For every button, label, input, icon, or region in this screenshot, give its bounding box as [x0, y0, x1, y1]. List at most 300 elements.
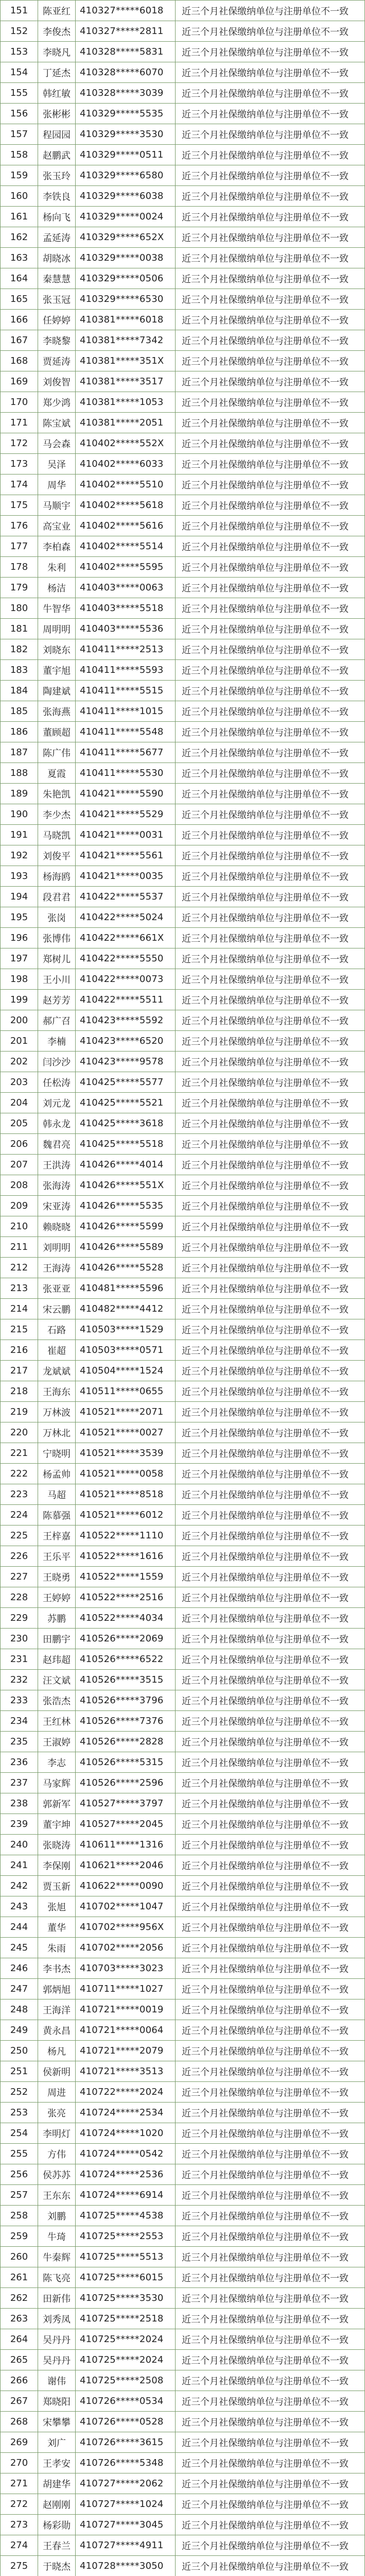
- remark-cell: 近三个月社保缴纳单位与注册单位不一致: [176, 2164, 365, 2185]
- remark-cell: 近三个月社保缴纳单位与注册单位不一致: [176, 763, 365, 784]
- table-row: [1, 1134, 365, 1155]
- remark-cell: 近三个月社保缴纳单位与注册单位不一致: [176, 268, 365, 289]
- row-number-cell: 261: [1, 2267, 38, 2288]
- person-name-cell: 刘鹏: [38, 2206, 76, 2226]
- remark-cell: 近三个月社保缴纳单位与注册单位不一致: [176, 2082, 365, 2103]
- id-number-cell: 410381*****7342: [76, 330, 176, 351]
- remark-cell: 近三个月社保缴纳单位与注册单位不一致: [176, 557, 365, 578]
- person-name-cell: 石路: [38, 1319, 76, 1340]
- person-name-cell: 程园园: [38, 124, 76, 145]
- table-row: [1, 42, 365, 62]
- remark-cell: 近三个月社保缴纳单位与注册单位不一致: [176, 1793, 365, 1814]
- remark-cell: 近三个月社保缴纳单位与注册单位不一致: [176, 536, 365, 557]
- remark-cell: 近三个月社保缴纳单位与注册单位不一致: [176, 1299, 365, 1319]
- row-number-cell: 223: [1, 1484, 38, 1505]
- remark-cell: 近三个月社保缴纳单位与注册单位不一致: [176, 1649, 365, 1670]
- table-row: [1, 1216, 365, 1237]
- person-name-cell: 万林波: [38, 1402, 76, 1422]
- remark-cell: 近三个月社保缴纳单位与注册单位不一致: [176, 1917, 365, 1938]
- person-name-cell: 李志: [38, 1752, 76, 1773]
- remark-cell: 近三个月社保缴纳单位与注册单位不一致: [176, 2515, 365, 2535]
- person-name-cell: 张海燕: [38, 701, 76, 722]
- row-number-cell: 268: [1, 2412, 38, 2432]
- person-name-cell: 赵芳芳: [38, 990, 76, 1010]
- person-name-cell: 刘秀凤: [38, 2309, 76, 2329]
- person-name-cell: 李书杰: [38, 1958, 76, 1979]
- table-row: [1, 2535, 365, 2556]
- row-number-cell: 202: [1, 1052, 38, 1072]
- remark-cell: 近三个月社保缴纳单位与注册单位不一致: [176, 1484, 365, 1505]
- person-name-cell: 王洪涛: [38, 1155, 76, 1175]
- person-name-cell: 牛智华: [38, 598, 76, 619]
- row-number-cell: 256: [1, 2164, 38, 2185]
- id-number-cell: 410422*****5537: [76, 887, 176, 907]
- table-row: [1, 907, 365, 928]
- person-name-cell: 赵刚刚: [38, 2494, 76, 2515]
- person-name-cell: 王海洋: [38, 1999, 76, 2020]
- remark-cell: 近三个月社保缴纳单位与注册单位不一致: [176, 1072, 365, 1093]
- remark-cell: 近三个月社保缴纳单位与注册单位不一致: [176, 1526, 365, 1546]
- remark-cell: 近三个月社保缴纳单位与注册单位不一致: [176, 1052, 365, 1072]
- table-row: [1, 1505, 365, 1526]
- row-number-cell: 172: [1, 433, 38, 454]
- id-number-cell: 410411*****5548: [76, 722, 176, 742]
- remark-cell: 近三个月社保缴纳单位与注册单位不一致: [176, 2061, 365, 2082]
- remark-cell: 近三个月社保缴纳单位与注册单位不一致: [176, 619, 365, 639]
- table-row: [1, 2329, 365, 2350]
- row-number-cell: 224: [1, 1505, 38, 1526]
- remark-cell: 近三个月社保缴纳单位与注册单位不一致: [176, 1010, 365, 1031]
- remark-cell: 近三个月社保缴纳单位与注册单位不一致: [176, 145, 365, 165]
- table-row: [1, 928, 365, 948]
- table-row: [1, 1670, 365, 1690]
- remark-cell: 近三个月社保缴纳单位与注册单位不一致: [176, 1361, 365, 1381]
- person-name-cell: 胡晓冰: [38, 248, 76, 268]
- remark-cell: 近三个月社保缴纳单位与注册单位不一致: [176, 907, 365, 928]
- remark-cell: 近三个月社保缴纳单位与注册单位不一致: [176, 2041, 365, 2061]
- person-name-cell: 贾玉新: [38, 1876, 76, 1896]
- id-number-cell: 410421*****0035: [76, 866, 176, 887]
- id-number-cell: 410521*****8518: [76, 1484, 176, 1505]
- row-number-cell: 220: [1, 1422, 38, 1443]
- remark-cell: 近三个月社保缴纳单位与注册单位不一致: [176, 330, 365, 351]
- table-row: [1, 1793, 365, 1814]
- person-name-cell: 苏鹏: [38, 1608, 76, 1629]
- id-number-cell: 410526*****5315: [76, 1752, 176, 1773]
- remark-cell: 近三个月社保缴纳单位与注册单位不一致: [176, 660, 365, 681]
- remark-cell: 近三个月社保缴纳单位与注册单位不一致: [176, 2329, 365, 2350]
- id-number-cell: 410426*****551X: [76, 1175, 176, 1196]
- person-name-cell: 龙斌斌: [38, 1361, 76, 1381]
- person-name-cell: 周进: [38, 2082, 76, 2103]
- table-row: [1, 1938, 365, 1958]
- remark-cell: 近三个月社保缴纳单位与注册单位不一致: [176, 227, 365, 248]
- id-number-cell: 410403*****0063: [76, 578, 176, 598]
- person-name-cell: 朱艳凯: [38, 784, 76, 804]
- person-name-cell: 宁晓明: [38, 1443, 76, 1464]
- id-number-cell: 410329*****6530: [76, 289, 176, 310]
- remark-cell: 近三个月社保缴纳单位与注册单位不一致: [176, 289, 365, 310]
- remark-cell: 近三个月社保缴纳单位与注册单位不一致: [176, 1814, 365, 1835]
- row-number-cell: 241: [1, 1855, 38, 1876]
- person-name-cell: 张海涛: [38, 1175, 76, 1196]
- id-number-cell: 410728*****3050: [76, 2556, 176, 2576]
- id-number-cell: 410402*****552X: [76, 433, 176, 454]
- person-name-cell: 侯苏苏: [38, 2164, 76, 2185]
- remark-cell: 近三个月社保缴纳单位与注册单位不一致: [176, 2453, 365, 2473]
- remark-cell: 近三个月社保缴纳单位与注册单位不一致: [176, 990, 365, 1010]
- id-number-cell: 410522*****1616: [76, 1546, 176, 1567]
- remark-cell: 近三个月社保缴纳单位与注册单位不一致: [176, 495, 365, 516]
- remark-cell: 近三个月社保缴纳单位与注册单位不一致: [176, 1608, 365, 1629]
- person-name-cell: 宋亚涛: [38, 1196, 76, 1216]
- row-number-cell: 270: [1, 2453, 38, 2473]
- row-number-cell: 184: [1, 681, 38, 701]
- row-number-cell: 258: [1, 2206, 38, 2226]
- row-number-cell: 236: [1, 1752, 38, 1773]
- id-number-cell: 410726*****5348: [76, 2453, 176, 2473]
- row-number-cell: 199: [1, 990, 38, 1010]
- id-number-cell: 410527*****2045: [76, 1814, 176, 1835]
- person-name-cell: 高宝业: [38, 516, 76, 536]
- remark-cell: 近三个月社保缴纳单位与注册单位不一致: [176, 887, 365, 907]
- row-number-cell: 216: [1, 1340, 38, 1361]
- table-row: [1, 990, 365, 1010]
- table-row: [1, 1258, 365, 1278]
- remark-cell: 近三个月社保缴纳单位与注册单位不一致: [176, 1278, 365, 1299]
- remark-cell: 近三个月社保缴纳单位与注册单位不一致: [176, 371, 365, 392]
- table-row: [1, 1835, 365, 1855]
- id-number-cell: 410426*****4014: [76, 1155, 176, 1175]
- table-row: [1, 1587, 365, 1608]
- id-number-cell: 410381*****6018: [76, 310, 176, 330]
- row-number-cell: 267: [1, 2391, 38, 2412]
- person-name-cell: 赖晓晓: [38, 1216, 76, 1237]
- remark-cell: 近三个月社保缴纳单位与注册单位不一致: [176, 2020, 365, 2041]
- row-number-cell: 159: [1, 165, 38, 186]
- person-name-cell: 万林北: [38, 1422, 76, 1443]
- person-name-cell: 陈飞亮: [38, 2267, 76, 2288]
- remark-cell: 近三个月社保缴纳单位与注册单位不一致: [176, 42, 365, 62]
- row-number-cell: 192: [1, 845, 38, 866]
- remark-cell: 近三个月社保缴纳单位与注册单位不一致: [176, 104, 365, 124]
- person-name-cell: 杨彩勋: [38, 2515, 76, 2535]
- table-row: [1, 413, 365, 433]
- remark-cell: 近三个月社保缴纳单位与注册单位不一致: [176, 2206, 365, 2226]
- table-row: [1, 516, 365, 536]
- row-number-cell: 238: [1, 1793, 38, 1814]
- person-name-cell: 韩永龙: [38, 1113, 76, 1134]
- id-number-cell: 410521*****6012: [76, 1505, 176, 1526]
- person-name-cell: 杨向飞: [38, 207, 76, 227]
- table-row: [1, 1340, 365, 1361]
- row-number-cell: 219: [1, 1402, 38, 1422]
- person-name-cell: 马顺宇: [38, 495, 76, 516]
- id-number-cell: 410526*****2069: [76, 1629, 176, 1649]
- id-number-cell: 410725*****2508: [76, 2370, 176, 2391]
- row-number-cell: 187: [1, 742, 38, 763]
- table-row: [1, 1072, 365, 1093]
- table-row: [1, 392, 365, 413]
- remark-cell: 近三个月社保缴纳单位与注册单位不一致: [176, 1732, 365, 1752]
- table-row: [1, 1402, 365, 1422]
- remark-cell: 近三个月社保缴纳单位与注册单位不一致: [176, 639, 365, 660]
- person-name-cell: 侯新明: [38, 2061, 76, 2082]
- table-row: [1, 1876, 365, 1896]
- id-number-cell: 410725*****2553: [76, 2226, 176, 2247]
- row-number-cell: 185: [1, 701, 38, 722]
- row-number-cell: 228: [1, 1587, 38, 1608]
- id-number-cell: 410703*****3023: [76, 1958, 176, 1979]
- table-row: [1, 557, 365, 578]
- table-row: [1, 1917, 365, 1938]
- person-name-cell: 王婷婷: [38, 1587, 76, 1608]
- table-row: [1, 474, 365, 495]
- row-number-cell: 248: [1, 1999, 38, 2020]
- row-number-cell: 259: [1, 2226, 38, 2247]
- table-row: [1, 1608, 365, 1629]
- id-number-cell: 410725*****5513: [76, 2247, 176, 2267]
- row-number-cell: 186: [1, 722, 38, 742]
- table-row: [1, 1031, 365, 1052]
- id-number-cell: 410522*****2516: [76, 1587, 176, 1608]
- person-name-cell: 田新伟: [38, 2288, 76, 2309]
- table-row: [1, 1093, 365, 1113]
- table-row: [1, 742, 365, 763]
- id-number-cell: 410411*****5530: [76, 763, 176, 784]
- person-name-cell: 李晓凡: [38, 42, 76, 62]
- row-number-cell: 154: [1, 62, 38, 83]
- id-number-cell: 410511*****0655: [76, 1381, 176, 1402]
- remark-cell: 近三个月社保缴纳单位与注册单位不一致: [176, 474, 365, 495]
- table-row: [1, 227, 365, 248]
- person-name-cell: 宋云鹏: [38, 1299, 76, 1319]
- person-name-cell: 陶建斌: [38, 681, 76, 701]
- row-number-cell: 269: [1, 2432, 38, 2453]
- remark-cell: 近三个月社保缴纳单位与注册单位不一致: [176, 1443, 365, 1464]
- person-name-cell: 王红林: [38, 1711, 76, 1732]
- row-number-cell: 262: [1, 2288, 38, 2309]
- id-number-cell: 410725*****6015: [76, 2267, 176, 2288]
- person-name-cell: 段君君: [38, 887, 76, 907]
- table-row: [1, 2164, 365, 2185]
- row-number-cell: 178: [1, 557, 38, 578]
- remark-cell: 近三个月社保缴纳单位与注册单位不一致: [176, 1031, 365, 1052]
- remark-cell: 近三个月社保缴纳单位与注册单位不一致: [176, 2185, 365, 2206]
- table-row: [1, 2206, 365, 2226]
- remark-cell: 近三个月社保缴纳单位与注册单位不一致: [176, 578, 365, 598]
- row-number-cell: 165: [1, 289, 38, 310]
- table-row: [1, 845, 365, 866]
- row-number-cell: 226: [1, 1546, 38, 1567]
- table-row: [1, 351, 365, 371]
- table-row: [1, 2020, 365, 2041]
- table-row: [1, 454, 365, 474]
- person-name-cell: 马会森: [38, 433, 76, 454]
- person-name-cell: 夏霞: [38, 763, 76, 784]
- remark-cell: 近三个月社保缴纳单位与注册单位不一致: [176, 83, 365, 104]
- id-number-cell: 410725*****2024: [76, 2329, 176, 2350]
- remark-cell: 近三个月社保缴纳单位与注册单位不一致: [176, 21, 365, 42]
- person-name-cell: 宋攀攀: [38, 2412, 76, 2432]
- remark-cell: 近三个月社保缴纳单位与注册单位不一致: [176, 1155, 365, 1175]
- id-number-cell: 410521*****3539: [76, 1443, 176, 1464]
- id-number-cell: 410482*****4412: [76, 1299, 176, 1319]
- person-name-cell: 王淑婷: [38, 1732, 76, 1752]
- row-number-cell: 213: [1, 1278, 38, 1299]
- remark-cell: 近三个月社保缴纳单位与注册单位不一致: [176, 62, 365, 83]
- person-name-cell: 张亚亚: [38, 1278, 76, 1299]
- remark-cell: 近三个月社保缴纳单位与注册单位不一致: [176, 1855, 365, 1876]
- table-row: [1, 2391, 365, 2412]
- row-number-cell: 263: [1, 2309, 38, 2329]
- row-number-cell: 274: [1, 2535, 38, 2556]
- remark-cell: 近三个月社保缴纳单位与注册单位不一致: [176, 2391, 365, 2412]
- table-row: [1, 1773, 365, 1793]
- row-number-cell: 214: [1, 1299, 38, 1319]
- person-name-cell: 郭炳旭: [38, 1979, 76, 1999]
- person-name-cell: 李保刚: [38, 1855, 76, 1876]
- id-number-cell: 410727*****3045: [76, 2515, 176, 2535]
- record-table-body: [1, 1, 365, 2576]
- remark-cell: 近三个月社保缴纳单位与注册单位不一致: [176, 2267, 365, 2288]
- id-number-cell: 410611*****1316: [76, 1835, 176, 1855]
- id-number-cell: 410381*****2051: [76, 413, 176, 433]
- table-row: [1, 1319, 365, 1340]
- person-name-cell: 赵鹏武: [38, 145, 76, 165]
- id-number-cell: 410426*****5599: [76, 1216, 176, 1237]
- id-number-cell: 410721*****3513: [76, 2061, 176, 2082]
- table-row: [1, 2103, 365, 2123]
- remark-cell: 近三个月社保缴纳单位与注册单位不一致: [176, 1835, 365, 1855]
- id-number-cell: 410422*****661X: [76, 928, 176, 948]
- row-number-cell: 205: [1, 1113, 38, 1134]
- person-name-cell: 陈亚红: [38, 1, 76, 21]
- row-number-cell: 183: [1, 660, 38, 681]
- row-number-cell: 253: [1, 2103, 38, 2123]
- table-row: [1, 2185, 365, 2206]
- row-number-cell: 242: [1, 1876, 38, 1896]
- person-name-cell: 王海东: [38, 1381, 76, 1402]
- remark-cell: 近三个月社保缴纳单位与注册单位不一致: [176, 2412, 365, 2432]
- remark-cell: 近三个月社保缴纳单位与注册单位不一致: [176, 2556, 365, 2576]
- remark-cell: 近三个月社保缴纳单位与注册单位不一致: [176, 1958, 365, 1979]
- id-number-cell: 410503*****0571: [76, 1340, 176, 1361]
- id-number-cell: 410503*****1529: [76, 1319, 176, 1340]
- id-number-cell: 410526*****3515: [76, 1670, 176, 1690]
- table-row: [1, 804, 365, 825]
- id-number-cell: 410426*****5589: [76, 1237, 176, 1258]
- table-row: [1, 2494, 365, 2515]
- row-number-cell: 275: [1, 2556, 38, 2576]
- row-number-cell: 252: [1, 2082, 38, 2103]
- id-number-cell: 410725*****2518: [76, 2309, 176, 2329]
- row-number-cell: 180: [1, 598, 38, 619]
- remark-cell: 近三个月社保缴纳单位与注册单位不一致: [176, 866, 365, 887]
- table-row: [1, 598, 365, 619]
- table-row: [1, 165, 365, 186]
- remark-cell: 近三个月社保缴纳单位与注册单位不一致: [176, 1690, 365, 1711]
- id-number-cell: 410421*****5529: [76, 804, 176, 825]
- remark-cell: 近三个月社保缴纳单位与注册单位不一致: [176, 1505, 365, 1526]
- id-number-cell: 410726*****0534: [76, 2391, 176, 2412]
- id-number-cell: 410421*****5590: [76, 784, 176, 804]
- id-number-cell: 410721*****2079: [76, 2041, 176, 2061]
- row-number-cell: 191: [1, 825, 38, 845]
- table-row: [1, 2350, 365, 2370]
- person-name-cell: 张博伟: [38, 928, 76, 948]
- table-row: [1, 2247, 365, 2267]
- person-name-cell: 张彬彬: [38, 104, 76, 124]
- id-number-cell: 410329*****652X: [76, 227, 176, 248]
- person-name-cell: 孟延涛: [38, 227, 76, 248]
- person-name-cell: 李俊杰: [38, 21, 76, 42]
- row-number-cell: 271: [1, 2473, 38, 2494]
- id-number-cell: 410622*****0090: [76, 1876, 176, 1896]
- table-row: [1, 104, 365, 124]
- remark-cell: 近三个月社保缴纳单位与注册单位不一致: [176, 516, 365, 536]
- id-number-cell: 410327*****6018: [76, 1, 176, 21]
- table-row: [1, 660, 365, 681]
- row-number-cell: 225: [1, 1526, 38, 1546]
- person-name-cell: 陈广伟: [38, 742, 76, 763]
- row-number-cell: 227: [1, 1567, 38, 1587]
- row-number-cell: 245: [1, 1938, 38, 1958]
- id-number-cell: 410402*****6033: [76, 454, 176, 474]
- remark-cell: 近三个月社保缴纳单位与注册单位不一致: [176, 2473, 365, 2494]
- id-number-cell: 410328*****3039: [76, 83, 176, 104]
- table-row: [1, 1464, 365, 1484]
- id-number-cell: 410724*****1020: [76, 2123, 176, 2144]
- table-row: [1, 536, 365, 557]
- table-row: [1, 2288, 365, 2309]
- id-number-cell: 410722*****2024: [76, 2082, 176, 2103]
- id-number-cell: 410724*****2536: [76, 2164, 176, 2185]
- table-row: [1, 1979, 365, 1999]
- row-number-cell: 153: [1, 42, 38, 62]
- row-number-cell: 250: [1, 2041, 38, 2061]
- table-row: [1, 1443, 365, 1464]
- row-number-cell: 197: [1, 948, 38, 969]
- person-name-cell: 张旭: [38, 1896, 76, 1917]
- person-name-cell: 马晓凯: [38, 825, 76, 845]
- remark-cell: 近三个月社保缴纳单位与注册单位不一致: [176, 1711, 365, 1732]
- row-number-cell: 247: [1, 1979, 38, 1999]
- person-name-cell: 刘明明: [38, 1237, 76, 1258]
- person-name-cell: 吴泽: [38, 454, 76, 474]
- row-number-cell: 232: [1, 1670, 38, 1690]
- id-number-cell: 410521*****0027: [76, 1422, 176, 1443]
- row-number-cell: 164: [1, 268, 38, 289]
- person-name-cell: 于晓杰: [38, 2556, 76, 2576]
- id-number-cell: 410329*****0038: [76, 248, 176, 268]
- id-number-cell: 410522*****1110: [76, 1526, 176, 1546]
- row-number-cell: 171: [1, 413, 38, 433]
- table-row: [1, 1958, 365, 1979]
- person-name-cell: 董宇旭: [38, 660, 76, 681]
- id-number-cell: 410381*****1053: [76, 392, 176, 413]
- id-number-cell: 410329*****0506: [76, 268, 176, 289]
- row-number-cell: 200: [1, 1010, 38, 1031]
- person-name-cell: 任婷婷: [38, 310, 76, 330]
- remark-cell: 近三个月社保缴纳单位与注册单位不一致: [176, 1629, 365, 1649]
- row-number-cell: 215: [1, 1319, 38, 1340]
- row-number-cell: 257: [1, 2185, 38, 2206]
- person-name-cell: 郑少鸿: [38, 392, 76, 413]
- remark-cell: 近三个月社保缴纳单位与注册单位不一致: [176, 1773, 365, 1793]
- row-number-cell: 207: [1, 1155, 38, 1175]
- remark-cell: 近三个月社保缴纳单位与注册单位不一致: [176, 248, 365, 268]
